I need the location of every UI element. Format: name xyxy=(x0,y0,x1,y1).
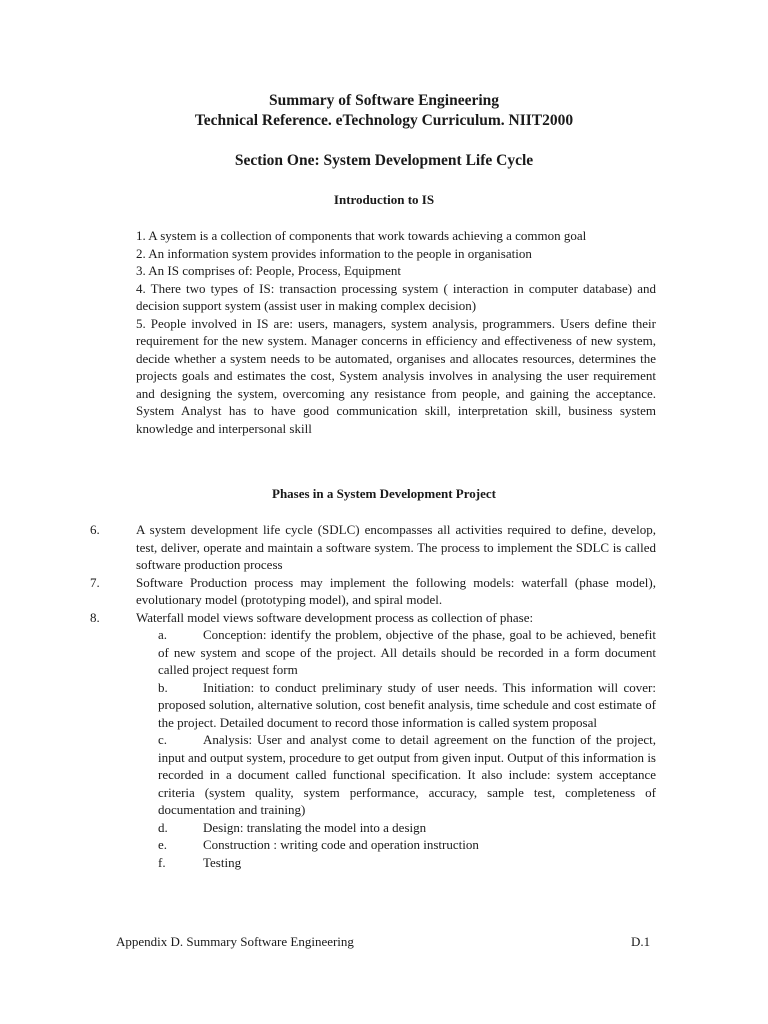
footer-label: Appendix D. Summary Software Engineering xyxy=(116,934,354,949)
sub-list-item xyxy=(158,819,656,837)
item-text: Software Production process may implement the following models: waterfall (phase model), evolutionary model (prototyping model), and spiral model. xyxy=(136,574,656,607)
item-text: Conception: identify the problem, objective of the phase, goal to be achieved, benefit of new system and scope of the project. All details should be recorded in a form document called project request form xyxy=(158,627,656,677)
item-number: 8. xyxy=(90,609,100,625)
phases-list xyxy=(90,521,656,871)
sub-list-item xyxy=(158,836,656,854)
list-item: 2. An information system provides information to the people in organisation xyxy=(136,245,532,261)
list-item: 4. There two types of IS: transaction processing system ( interaction in computer database) and decision support system (assist user in making complex decision) xyxy=(136,280,656,313)
document-title: Summary of Software Engineering xyxy=(268,92,500,109)
waterfall-phase-list xyxy=(90,626,656,871)
item-text: Design: translating the model into a design xyxy=(203,819,427,835)
list-item: 5. People involved in IS are: users, managers, system analysis, programmers. Users define their requirement for the new system. Manager concerns in efficiency and effectiveness of new system, decide whether a system needs to be automated, organises and allocates resources, determines the projects goals and estimates the cost, System analysis involves in analysing the user requirement and designing the system, overcoming any resistance from people, and gaining the acceptance. System Analyst has to have good communication skill, interpretation skill, business system knowledge and interpersonal skill xyxy=(136,315,656,436)
item-letter: c. xyxy=(158,732,168,747)
list-item xyxy=(90,521,656,574)
intro-list xyxy=(136,227,656,437)
item-text: A system development life cycle (SDLC) encompasses all activities required to define, develop, test, deliver, operate and maintain a software system. The process to implement the SDLC is called software production process xyxy=(136,522,656,572)
item-text: Analysis: User and analyst come to detail agreement on the function of the project, input and output system, procedure to get output from given input. Output of this information is recorded in a document called functional specification. It also include: system acceptance criteria (system quality, system performance, accuracy, sample test, completeness of documentation and training) xyxy=(158,732,656,817)
item-letter: a. xyxy=(158,627,168,642)
item-number: 7. xyxy=(90,574,100,590)
sub-list-item xyxy=(158,679,656,732)
list-item xyxy=(90,609,656,627)
list-item: 3. An IS comprises of: People, Process, Equipment xyxy=(136,263,402,278)
item-text: Waterfall model views software development process as collection of phase: xyxy=(136,609,534,625)
section-title: Section One: System Development Life Cycle xyxy=(234,152,534,169)
sub-list-item xyxy=(158,854,656,872)
document-subtitle: Technical Reference. eTechnology Curriculum. NIIT2000 xyxy=(194,112,574,129)
item-text: Initiation: to conduct preliminary study of user needs. This information will cover: proposed solution, alternative solution, cost benefit analysis, time schedule and cost estimate of the project. Detailed document to record those information is called system proposal xyxy=(158,679,656,730)
item-number: 6. xyxy=(90,522,100,537)
item-text: Construction : writing code and operation instruction xyxy=(203,837,479,852)
list-item: 1. A system is a collection of components that work towards achieving a common goal xyxy=(136,228,587,243)
item-letter: d. xyxy=(158,819,168,835)
sub-list-item xyxy=(158,731,656,819)
sub-list-item xyxy=(158,626,656,679)
list-item xyxy=(90,574,656,609)
page-number: D.1 xyxy=(631,934,651,949)
item-letter: b. xyxy=(158,679,168,695)
intro-heading: Introduction to IS xyxy=(333,192,435,207)
item-letter: e. xyxy=(158,837,168,852)
item-letter: f. xyxy=(158,854,166,870)
item-text: Testing xyxy=(203,854,242,870)
phases-heading: Phases in a System Development Project xyxy=(272,486,496,501)
